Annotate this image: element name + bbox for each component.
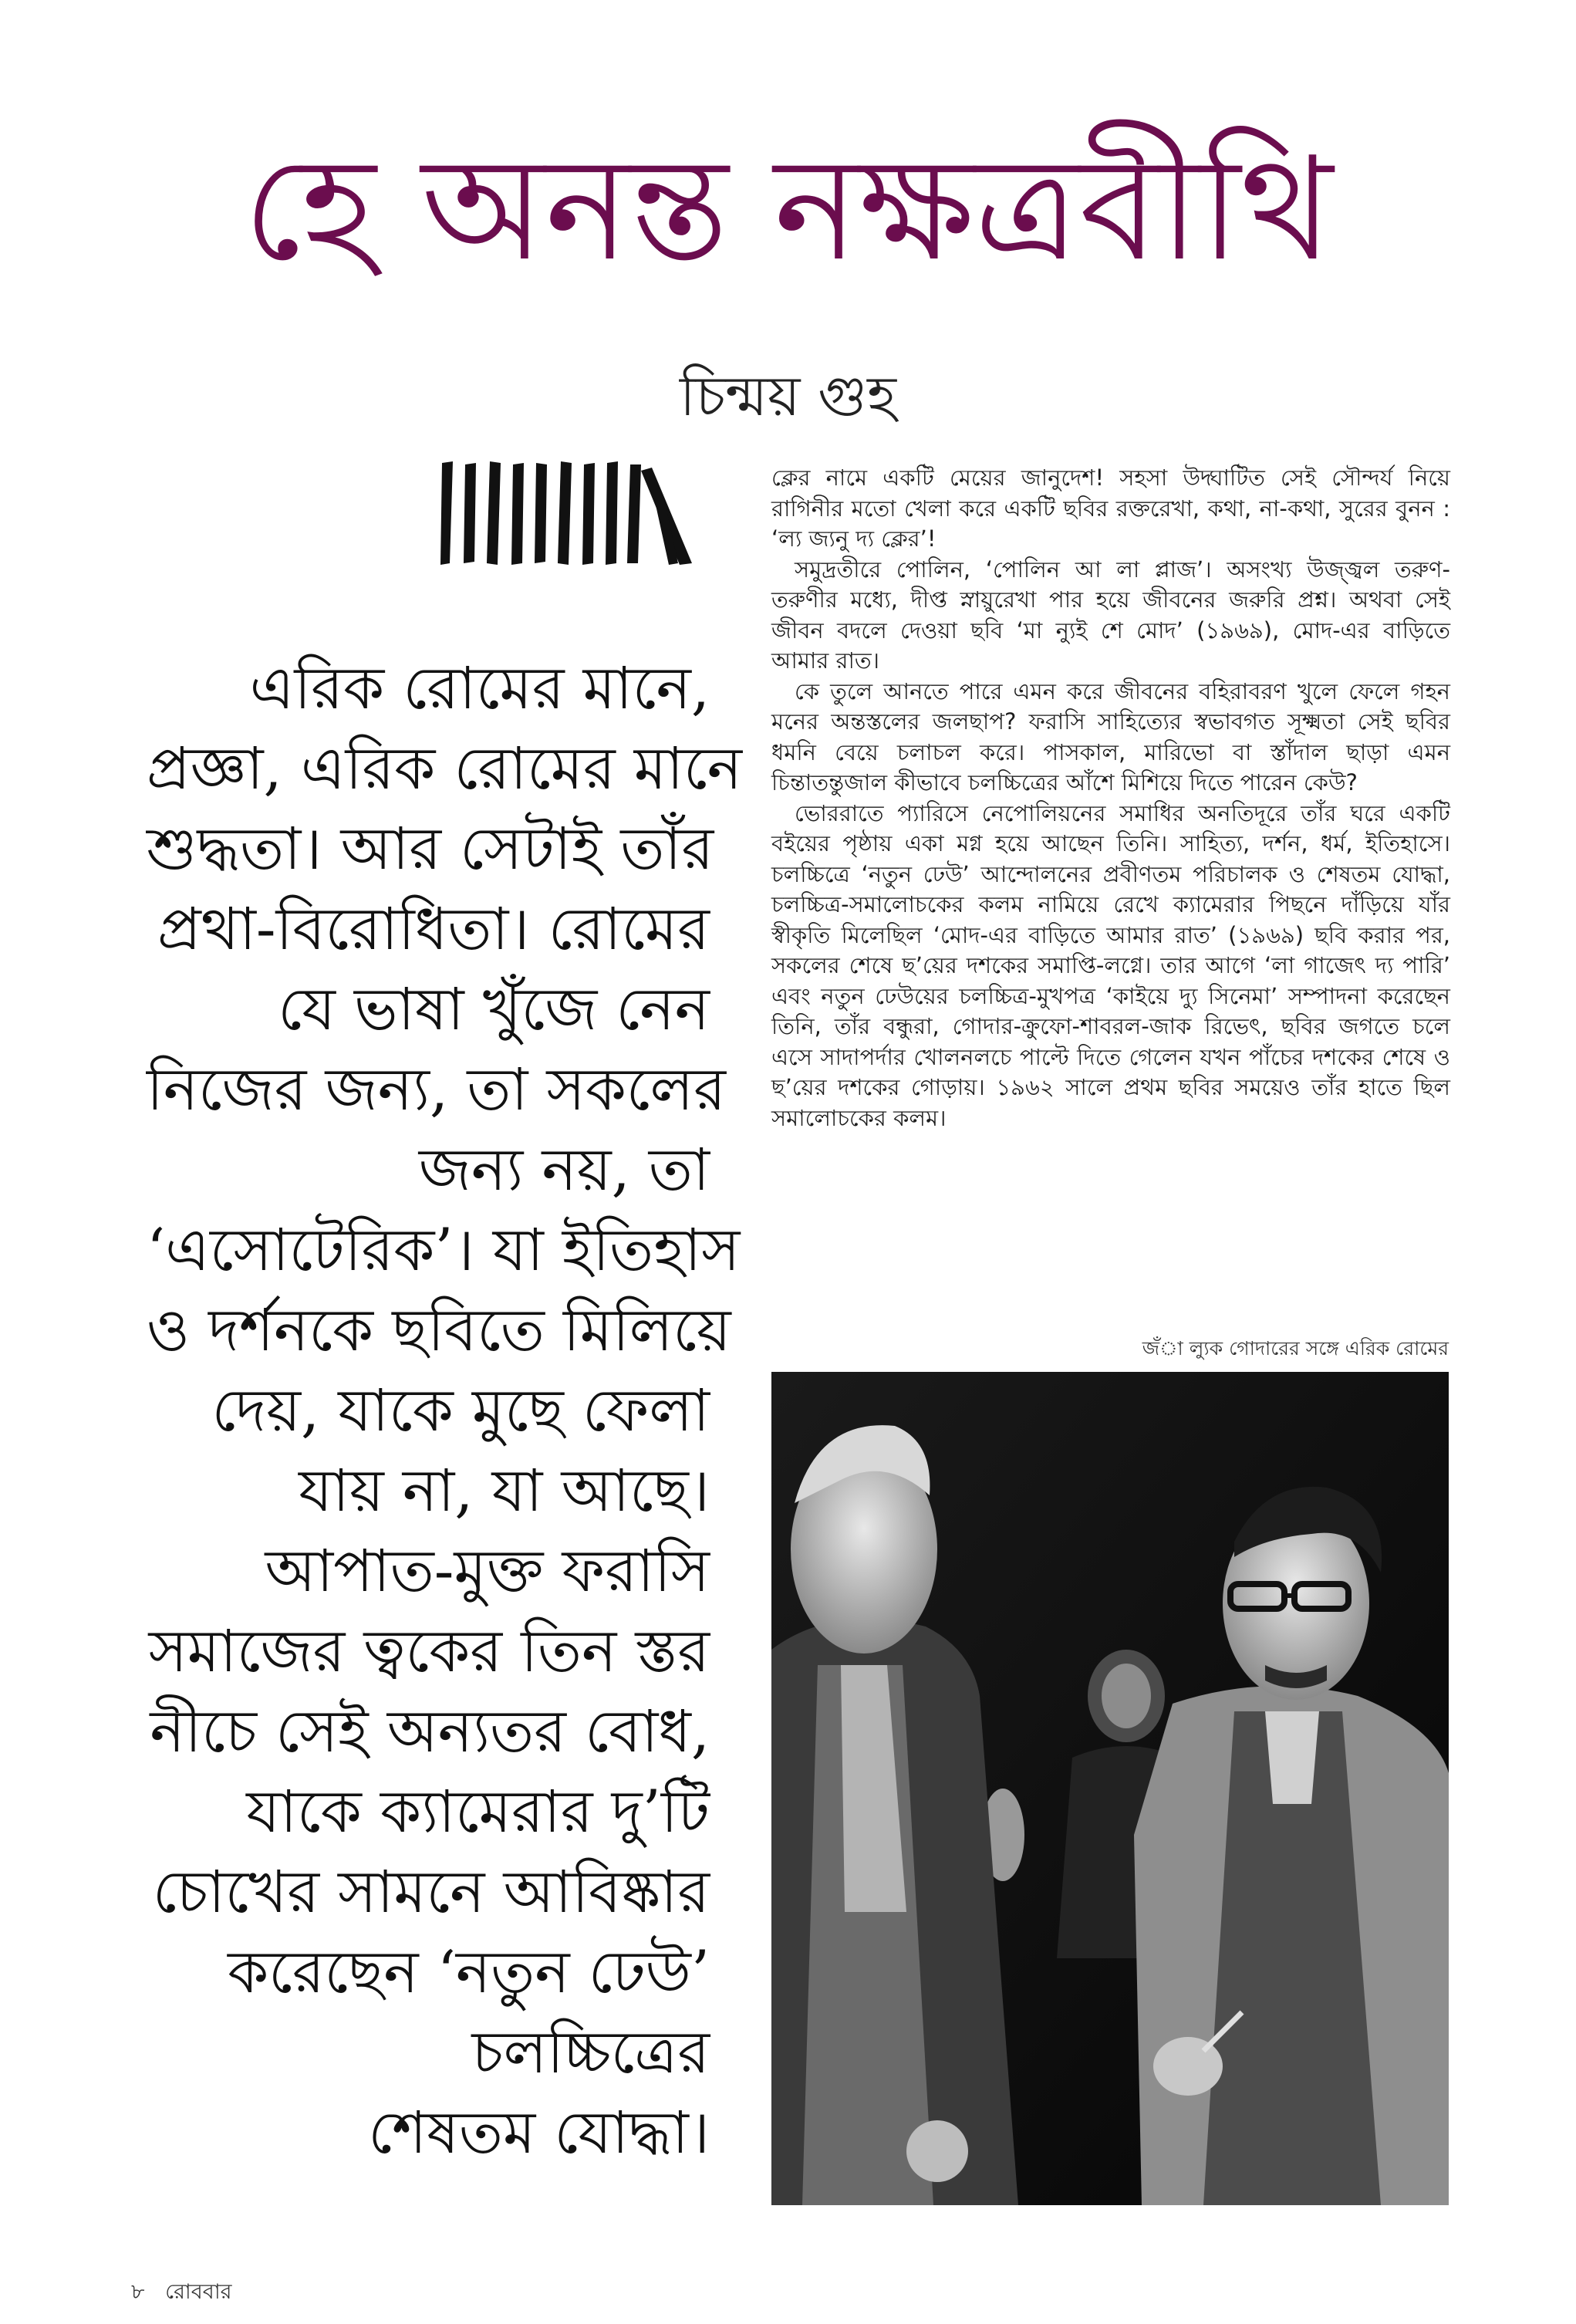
- pull-quote-line: চোখের সামনে আবিষ্কার: [152, 1857, 710, 1926]
- pull-quote-line: প্রথা-বিরোধিতা। রোমের: [157, 894, 710, 963]
- pull-quote-line: এরিক রোমের মানে,: [249, 654, 710, 722]
- photo-illustration: [771, 1372, 1449, 2205]
- author-byline: চিন্ময় গুহ: [680, 363, 896, 428]
- pull-quote-line: নীচে সেই অন্যতর বোধ,: [150, 1697, 710, 1765]
- pull-quote-line: করেছেন ‘নতুন ঢেউ’: [228, 1937, 710, 2006]
- pull-quote-line: যে ভাষা খুঁজে নেন: [278, 975, 710, 1043]
- pull-quote-line: আপাত-মুক্ত ফরাসি: [265, 1536, 710, 1605]
- article-photo: [771, 1372, 1449, 2205]
- pull-quote-line: জন্য নয়, তা: [418, 1135, 710, 1204]
- decorative-bars-ornament: [436, 455, 698, 571]
- pull-quote-line: যাকে ক্যামেরার দু’টি: [246, 1777, 710, 1846]
- article-title: হে অনন্ত নক্ষত্রবীথি: [243, 126, 1333, 292]
- pull-quote-line: সমাজের ত্বকের তিন স্তর: [148, 1616, 710, 1685]
- pull-quote-line: ও দর্শনকে ছবিতে মিলিয়ে: [147, 1295, 731, 1364]
- pull-quote-line: চলচ্চিত্রের: [471, 2018, 710, 2086]
- photo-caption: জঁা ল্যুক গোদারের সঙ্গে এরিক রোমের: [1142, 1337, 1449, 1360]
- pull-quote-line: শুদ্ধতা। আর সেটাই তাঁর: [147, 814, 714, 883]
- page-footer: [131, 2276, 232, 2311]
- pull-quote-line: প্রজ্ঞা, এরিক রোমের মানে: [147, 734, 743, 802]
- pull-quote-line: যায় না, যা আছে।: [299, 1456, 710, 1525]
- magazine-name: রোববার: [165, 2280, 232, 2304]
- pull-quote: [147, 648, 743, 2173]
- pull-quote-line: ‘এসোটেরিক’। যা ইতিহাস: [147, 1215, 741, 1284]
- page-number: ৮: [131, 2280, 145, 2304]
- article-body: [771, 463, 1450, 1133]
- pull-quote-line: নিজের জন্য, তা সকলের: [147, 1055, 726, 1123]
- article-paragraph: ক্লের নামে একটি মেয়ের জানুদেশ! সহসা উদ্ঘাটিত সেই সৌন্দর্য নিয়ে রাগিনীর মতো খেলা করে একটি ছবির রক্তরেখা, কথা, না-কথা, সুরের বুনন : ‘ল্য জ্যনু দ্য ক্লের’!: [771, 464, 1450, 552]
- article-paragraph: সমুদ্রতীরে পোলিন, ‘পোলিন আ লা প্লাজ’। অসংখ্য উজ্জ্বল তরুণ-তরুণীর মধ্যে, দীপ্ত স্নায়ুরেখা পার হয়ে জীবনের জরুরি প্রশ্ন। অথবা সেই জীবন বদলে দেওয়া ছবি ‘মা ন্যুই শে মোদ’ (১৯৬৯), মোদ-এর বাড়িতে আমার রাত।: [771, 556, 1450, 674]
- article-paragraph: কে তুলে আনতে পারে এমন করে জীবনের বহিরাবরণ খুলে ফেলে গহন মনের অন্তস্তলের জলছাপ? ফরাসি সাহিত্যের স্বভাবগত সূক্ষ্মতা সেই ছবির ধমনি বেয়ে চলাচল করে। পাসকাল, মারিভো বা স্তাঁদাল ছাড়া এমন চিন্তাতন্তুজাল কীভাবে চলচ্চিত্রের আঁশে মিশিয়ে দিতে পারেন কেউ?: [771, 677, 1450, 795]
- article-paragraph: ভোররাতে প্যারিসে নেপোলিয়নের সমাধির অনতিদূরে তাঁর ঘরে একটি বইয়ের পৃষ্ঠায় একা মগ্ন হয়ে আছেন তিনি। সাহিত্য, দর্শন, ধর্ম, ইতিহাসে। চলচ্চিত্রে ‘নতুন ঢেউ’ আন্দোলনের প্রবীণতম পরিচালক ও শেষতম যোদ্ধা, চলচ্চিত্র-সমালোচকের কলম নামিয়ে রেখে ক্যামেরার পিছনে দাঁড়িয়ে যাঁর স্বীকৃতি মিলেছিল ‘মোদ-এর বাড়িতে আমার রাত’ (১৯৬৯) ছবি করার পর, সকলের শেষে ছ’য়ের দশকের সমাপ্তি-লগ্নে। তার আগে ‘লা গাজেৎ দ্য পারি’ এবং নতুন ঢেউয়ের চলচ্চিত্র-মুখপত্র ‘কাইয়ে দ্যু সিনেমা’ সম্পাদনা করেছেন তিনি, তাঁর বন্ধুরা, গোদার-ক্রুফো-শাবরল-জাক রিভেৎ, ছবির জগতে চলে এসে সাদাপর্দার খোলনলচে পাল্টে দিতে গেলেন যখন পাঁচের দশকের শেষে ও ছ’য়ের দশকের গোড়ায়। ১৯৬২ সালে প্রথম ছবির সময়েও তাঁর হাতে ছিল সমালোচকের কলম।: [771, 799, 1450, 1131]
- pull-quote-line: দেয়, যাকে মুছে ফেলা: [211, 1376, 710, 1444]
- pull-quote-line: শেষতম যোদ্ধা।: [368, 2098, 710, 2167]
